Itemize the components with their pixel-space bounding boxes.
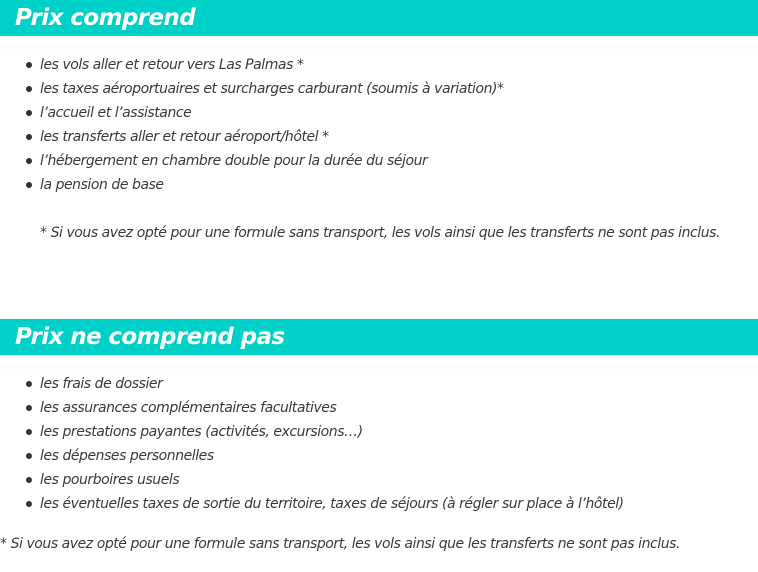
footnote-marker: * — [0, 536, 7, 552]
list-item: les pourboires usuels — [0, 468, 624, 492]
bullet-icon — [26, 453, 32, 459]
list-item: les taxes aéroportuaires et surcharges carburant (soumis à variation)* — [0, 77, 504, 101]
section-title-included: Prix comprend — [15, 5, 196, 31]
list-item: les frais de dossier — [0, 372, 624, 396]
bullet-icon — [26, 86, 32, 92]
list-item: la pension de base — [0, 173, 504, 197]
list-item: les dépenses personnelles — [0, 444, 624, 468]
included-list — [0, 53, 504, 197]
bullet-icon — [26, 381, 32, 387]
footnote-marker: * — [40, 225, 47, 241]
footnote-text: Si vous avez opté pour une formule sans transport, les vols ainsi que les transferts ne sont pas inclus. — [10, 536, 680, 552]
list-item: les assurances complémentaires facultatives — [0, 396, 624, 420]
list-item: les transferts aller et retour aéroport/hôtel * — [0, 125, 504, 149]
bullet-icon — [26, 110, 32, 116]
bullet-icon — [26, 477, 32, 483]
excluded-list — [0, 372, 624, 516]
list-item: l’hébergement en chambre double pour la durée du séjour — [0, 149, 504, 173]
footnote-excluded — [0, 534, 680, 554]
section-title-excluded: Prix ne comprend pas — [15, 324, 285, 350]
list-item: les prestations payantes (activités, excursions…) — [0, 420, 624, 444]
section-header-included — [0, 0, 758, 36]
bullet-icon — [26, 62, 32, 68]
bullet-icon — [26, 501, 32, 507]
list-item: les éventuelles taxes de sortie du territoire, taxes de séjours (à régler sur place à l’hôtel) — [0, 492, 624, 516]
list-item: les vols aller et retour vers Las Palmas * — [0, 53, 504, 77]
footnote-included — [40, 223, 720, 243]
bullet-icon — [26, 134, 32, 140]
section-header-excluded — [0, 319, 758, 355]
footnote-text: Si vous avez opté pour une formule sans transport, les vols ainsi que les transferts ne sont pas inclus. — [50, 225, 720, 241]
bullet-icon — [26, 429, 32, 435]
bullet-icon — [26, 405, 32, 411]
bullet-icon — [26, 158, 32, 164]
bullet-icon — [26, 182, 32, 188]
list-item: l’accueil et l’assistance — [0, 101, 504, 125]
